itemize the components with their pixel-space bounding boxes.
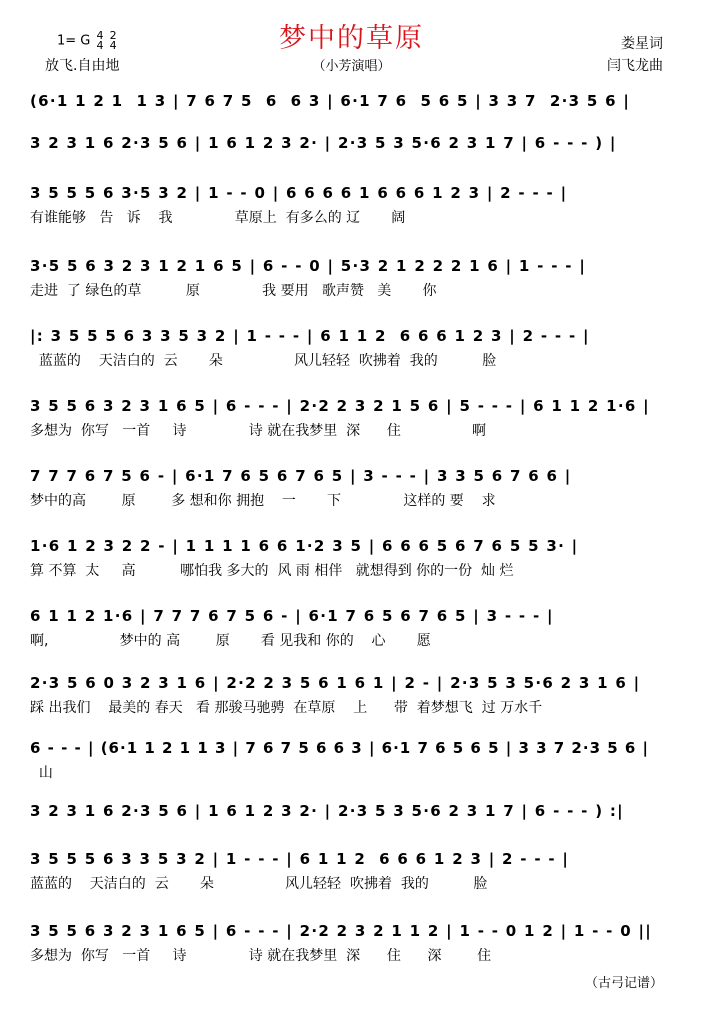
score-system bbox=[30, 737, 670, 783]
lyrics-line: 山 bbox=[30, 765, 53, 781]
lyrics-line bbox=[30, 826, 670, 846]
notation-line: 2·3 5 6 0 3 2 3 1 6 | 2·2 2 3 5 6 1 6 1 | 2 - | 2·3 5 3 5·6 2 3 1 6 | bbox=[30, 674, 641, 692]
lyrics-line: 多想为 你写 一首 诗 诗 就在我梦里 深 住 啊 bbox=[30, 423, 487, 439]
composer: 闫飞龙曲 bbox=[607, 58, 663, 74]
key-text: 1= G bbox=[57, 33, 91, 49]
notation-line: 1·6 1 2 3 2 2 - | 1 1 1 1 6 6 1·2 3 5 | 6 6 6 5 6 7 6 5 5 3· | bbox=[30, 537, 579, 555]
notation-line: 3 5 5 5 6 3 3 5 3 2 | 1 - - - | 6 1 1 2 6 6 6 1 2 3 | 2 - - - | bbox=[30, 850, 570, 868]
lyrics-line: 蓝蓝的 天洁白的 云 朵 风儿轻轻 吹拂着 我的 脸 bbox=[30, 876, 488, 892]
lyrics-line: 多想为 你写 一首 诗 诗 就在我梦里 深 住 深 住 bbox=[30, 948, 492, 964]
score-system bbox=[30, 800, 670, 846]
notation-line: 3 5 5 5 6 3·5 3 2 | 1 - - 0 | 6 6 6 6 1 6 6 6 1 2 3 | 2 - - - | bbox=[30, 184, 568, 202]
lyrics-line: 梦中的高 原 多 想和你 拥抱 一 下 这样的 要 求 bbox=[30, 493, 496, 509]
notation-line: 6 - - - | (6·1 1 2 1 1 3 | 7 6 7 5 6 6 3 | 6·1 7 6 5 6 5 | 3 3 7 2·3 5 6 | bbox=[30, 739, 650, 757]
notation-line: 3 5 5 6 3 2 3 1 6 5 | 6 - - - | 2·2 2 3 2 1 1 2 | 1 - - 0 1 2 | 1 - - 0 || bbox=[30, 922, 653, 940]
score-system bbox=[30, 465, 670, 511]
score-system bbox=[30, 605, 670, 651]
notation-line: 3 5 5 6 3 2 3 1 6 5 | 6 - - - | 2·2 2 3 2 1 5 6 | 5 - - - | 6 1 1 2 1·6 | bbox=[30, 397, 650, 415]
lyrics-line: 有谁能够 告 诉 我 草原上 有多么的 辽 阔 bbox=[30, 210, 406, 226]
lyricist: 娄星词 bbox=[621, 36, 663, 52]
score-system bbox=[30, 848, 670, 894]
lyrics-line: 走进 了 绿色的草 原 我 要用 歌声赞 美 你 bbox=[30, 283, 437, 299]
score-system bbox=[30, 672, 670, 718]
notation-line: 3 2 3 1 6 2·3 5 6 | 1 6 1 2 3 2· | 2·3 5 3 5·6 2 3 1 7 | 6 - - - ) | bbox=[30, 134, 617, 152]
score-system bbox=[30, 325, 670, 371]
notation-line: 3·5 5 6 3 2 3 1 2 1 6 5 | 6 - - 0 | 5·3 2 1 2 2 2 1 6 | 1 - - - | bbox=[30, 257, 587, 275]
notation-line: |: 3 5 5 5 6 3 3 5 3 2 | 1 - - - | 6 1 1 2 6 6 6 1 2 3 | 2 - - - | bbox=[30, 327, 590, 345]
score-system bbox=[30, 90, 670, 136]
time-signature-a: 4 4 bbox=[96, 29, 104, 52]
lyrics-line bbox=[30, 158, 670, 178]
notation-line: 7 7 7 6 7 5 6 - | 6·1 7 6 5 6 7 6 5 | 3 - - - | 3 3 5 6 7 6 6 | bbox=[30, 467, 572, 485]
lyrics-line: 啊, 梦中的 高 原 看 见我和 你的 心 愿 bbox=[30, 633, 431, 649]
score-system bbox=[30, 182, 670, 228]
score-system bbox=[30, 395, 670, 441]
song-title: 梦中的草原 bbox=[279, 23, 424, 54]
notation-line: (6·1 1 2 1 1 3 | 7 6 7 5 6 6 3 | 6·1 7 6 5 6 5 | 3 3 7 2·3 5 6 | bbox=[30, 92, 631, 110]
tempo-marking: 放飞.自由地 bbox=[45, 58, 120, 74]
score-system bbox=[30, 255, 670, 301]
score-system bbox=[30, 920, 670, 966]
singer-subtitle: （小芳演唱） bbox=[312, 59, 391, 74]
transcriber-credit: （古弓记谱） bbox=[584, 976, 663, 991]
time-signature-b: 2 4 bbox=[109, 29, 117, 52]
score-system bbox=[30, 132, 670, 178]
notation-line: 6 1 1 2 1·6 | 7 7 7 6 7 5 6 - | 6·1 7 6 5 6 7 6 5 | 3 - - - | bbox=[30, 607, 554, 625]
lyrics-line: 算 不算 太 高 哪怕我 多大的 风 雨 相伴 就想得到 你的一份 灿 烂 bbox=[30, 563, 514, 579]
lyrics-line: 踩 出我们 最美的 春天 看 那骏马驰骋 在草原 上 带 着梦想飞 过 万水千 bbox=[30, 700, 543, 716]
lyrics-line: 蓝蓝的 天洁白的 云 朵 风儿轻轻 吹拂着 我的 脸 bbox=[30, 353, 497, 369]
score-system bbox=[30, 535, 670, 581]
notation-line: 3 2 3 1 6 2·3 5 6 | 1 6 1 2 3 2· | 2·3 5 3 5·6 2 3 1 7 | 6 - - - ) :| bbox=[30, 802, 624, 820]
